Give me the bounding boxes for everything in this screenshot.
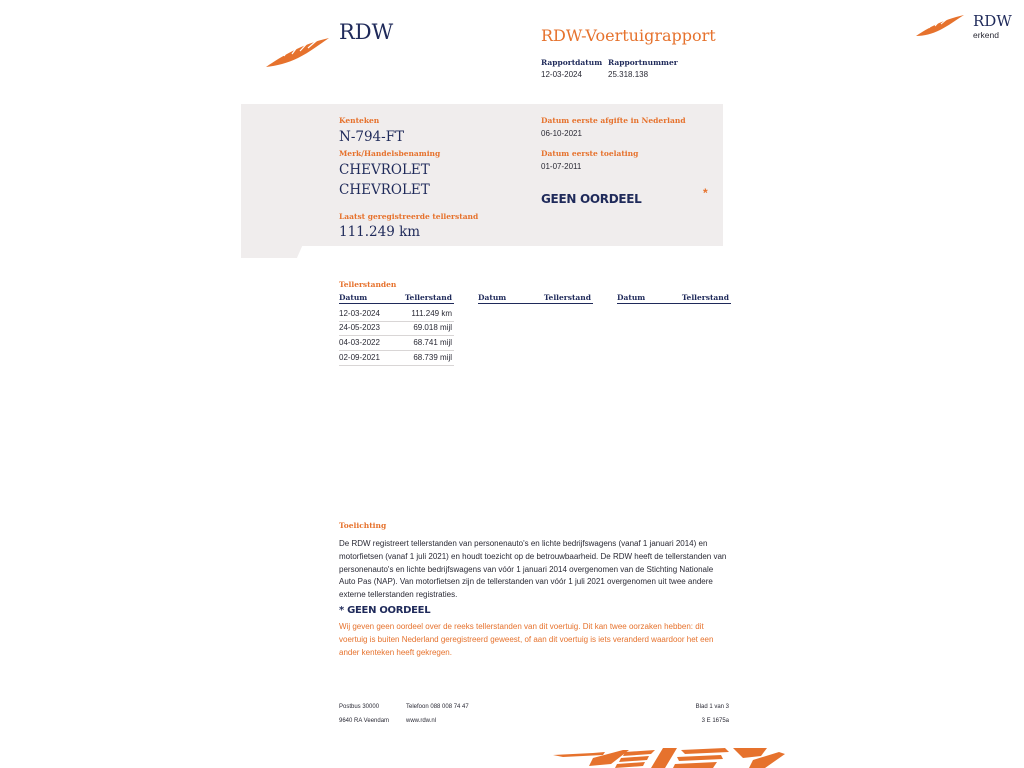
footer-blad: Blad 1 van 3 — [695, 704, 729, 710]
col-tellerstand-header: Tellerstand — [404, 293, 452, 302]
toelating-label: Datum eerste toelating — [541, 149, 639, 158]
report-title: RDW-Voertuigrapport — [541, 26, 716, 45]
table-row — [339, 307, 454, 322]
row-datum: 02-09-2021 — [339, 353, 380, 362]
table-row — [339, 321, 454, 336]
erkend-org-name: RDW — [973, 12, 1012, 30]
footer-telefoon: Telefoon 088 008 74 47 — [406, 704, 469, 710]
table-row — [339, 351, 454, 366]
col-tellerstand-header: Tellerstand — [681, 293, 729, 302]
orange-stripes-graphic-icon — [553, 746, 785, 768]
rapportdatum-label: Rapportdatum — [541, 58, 603, 67]
geen-oordeel-text: Wij geven geen oordeel over de reeks tellerstanden van dit voertuig. Dit kan twee oorzaken hebben: dit voertuig is buiten Nederland geregistreerd geweest, of aan dit voertuig is iets veranderd waardoor het een ander kenteken heeft gekregen. — [339, 622, 714, 657]
rapportdatum-value: 12-03-2024 — [541, 70, 582, 79]
tellerstand-label: Laatst geregistreerde tellerstand — [339, 212, 479, 221]
merk-label: Merk/Handelsbenaming — [339, 149, 441, 158]
kenteken-label: Kenteken — [339, 116, 380, 125]
merk-value: CHEVROLET — [339, 162, 430, 178]
oordeel-star: * — [703, 186, 708, 200]
row-datum: 24-05-2023 — [339, 323, 380, 332]
kenteken-value: N-794-FT — [339, 129, 405, 145]
rapportnummer-label: Rapportnummer — [608, 58, 678, 67]
afgifte-value: 06-10-2021 — [541, 129, 582, 138]
footer-postbus: Postbus 30000 — [339, 704, 380, 710]
org-name: RDW — [339, 20, 394, 44]
col-tellerstand-header: Tellerstand — [543, 293, 591, 302]
col-group-2 — [478, 293, 593, 304]
rapportnummer-value: 25.318.138 — [608, 70, 649, 79]
rdw-erkend-logo-icon — [914, 12, 966, 38]
footer-plaats: 9640 RA Veendam — [339, 718, 390, 724]
row-tellerstand: 68.741 mijl — [413, 338, 452, 347]
toelichting-title: Toelichting — [339, 521, 387, 530]
row-tellerstand: 111.249 km — [411, 309, 452, 318]
handelsbenaming-value: CHEVROLET — [339, 182, 430, 198]
afgifte-label: Datum eerste afgifte in Nederland — [541, 116, 686, 125]
oordeel-badge: GEEN OORDEEL — [541, 192, 642, 206]
row-tellerstand: 68.739 mijl — [413, 353, 452, 362]
tellerstand-value: 111.249 km — [339, 224, 421, 240]
footer-code: 3 E 1675a — [701, 718, 729, 724]
vehicle-summary-panel — [241, 104, 723, 258]
row-datum: 04-03-2022 — [339, 338, 380, 347]
toelichting-text: De RDW registreert tellerstanden van personenauto's en lichte bedrijfswagens (vanaf 1 januari 2014) en motorfietsen (vanaf 1 juli 2021) en houdt toezicht op de betrouwbaarheid. De RDW heeft de tellerstanden van personenauto's en lichte bedrijfswagens van vóór 1 januari 2014 overgenomen van de Stichting Nationale Auto Pas (NAP). Van motorfietsen zijn de tellerstanden van vóór 1 juli 2021 overgenomen uit twee andere externe tellerstanden registraties. — [339, 539, 727, 600]
col-group-3 — [617, 293, 731, 304]
geen-oordeel-title: * GEEN OORDEEL — [339, 605, 431, 616]
toelating-value: 01-07-2011 — [541, 162, 582, 171]
tellerstanden-title: Tellerstanden — [339, 280, 397, 289]
table-row — [339, 336, 454, 351]
rdw-feather-logo-icon — [264, 34, 332, 70]
col-datum-header: Datum — [617, 293, 646, 302]
footer-website[interactable]: www.rdw.nl — [406, 718, 437, 724]
row-tellerstand: 69.018 mijl — [413, 323, 452, 332]
erkend-subtitle: erkend — [973, 30, 999, 40]
row-datum: 12-03-2024 — [339, 309, 380, 318]
col-datum-header: Datum — [339, 293, 368, 302]
col-datum-header: Datum — [478, 293, 507, 302]
col-group-1 — [339, 293, 454, 304]
